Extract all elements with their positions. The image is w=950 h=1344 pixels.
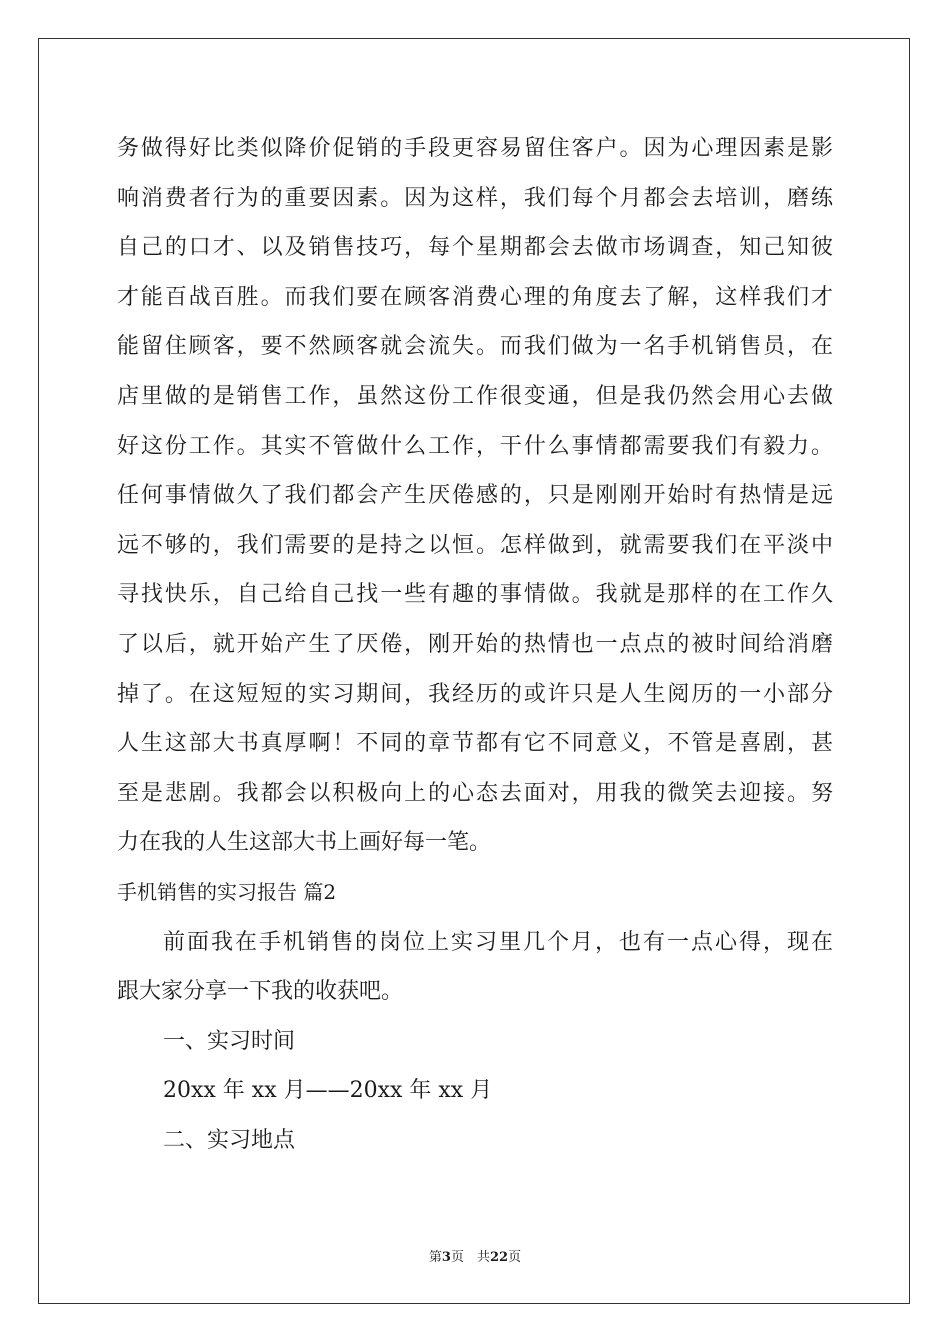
body-line: 寻找快乐，自己给自己找一些有趣的事情做。我就是那样的在工作久	[117, 582, 833, 608]
paragraph-line: 跟大家分享一下我的收获吧。	[117, 979, 404, 1005]
body-line: 店里做的是销售工作，虽然这份工作很变通，但是我仍然会用心去做	[117, 383, 833, 409]
body-line: 至是悲剧。我都会以积极向上的心态去面对，用我的微笑去迎接。努	[117, 780, 833, 806]
total-page-number: 22	[489, 1250, 509, 1265]
body-line: 人生这部大书真厚啊！不同的章节都有它不同意义，不管是喜剧，甚	[117, 731, 833, 757]
body-line: 务做得好比类似降价促销的手段更容易留住客户。因为心理因素是影	[117, 136, 833, 161]
body-line: 自己的口才、以及销售技巧，每个星期都会去做市场调查，知己知彼	[117, 235, 833, 261]
footer-mid: 页 共	[450, 1250, 490, 1265]
body-line: 能留住顾客，要不然顾客就会流失。而我们做为一名手机销售员，在	[117, 334, 833, 360]
body-line: 响消费者行为的重要因素。因为这样，我们每个月都会去培训，磨练	[117, 185, 833, 211]
body-line: 掉了。在这短短的实习期间，我经历的或许只是人生阅历的一小部分	[117, 681, 833, 707]
subsection-value: 20xx 年 xx 月——20xx 年 xx 月	[163, 1078, 493, 1104]
document-body	[117, 124, 833, 1165]
footer-prefix: 第	[428, 1250, 442, 1265]
body-line: 才能百战百胜。而我们要在顾客消费心理的角度去了解，这样我们才	[117, 284, 833, 310]
subsection-title: 一、实习时间	[163, 1028, 296, 1054]
subsection-title: 二、实习地点	[163, 1127, 296, 1153]
body-line: 任何事情做久了我们都会产生厌倦感的，只是刚刚开始时有热情是远	[117, 483, 833, 509]
body-line: 力在我的人生这部大书上画好每一笔。	[117, 830, 492, 856]
body-line: 了以后，就开始产生了厌倦，刚开始的热情也一点点的被时间给消磨	[117, 631, 833, 657]
footer-suffix: 页	[508, 1250, 522, 1265]
section-heading: 手机销售的实习报告 篇2	[117, 879, 337, 904]
page-footer	[0, 1246, 950, 1265]
paragraph-line: 前面我在手机销售的岗位上实习里几个月，也有一点心得，现在	[163, 929, 833, 955]
body-line: 远不够的，我们需要的是持之以恒。怎样做到，就需要我们在平淡中	[117, 532, 833, 558]
current-page-number: 3	[441, 1250, 451, 1265]
body-line: 好这份工作。其实不管做什么工作，干什么事情都需要我们有毅力。	[117, 433, 833, 459]
